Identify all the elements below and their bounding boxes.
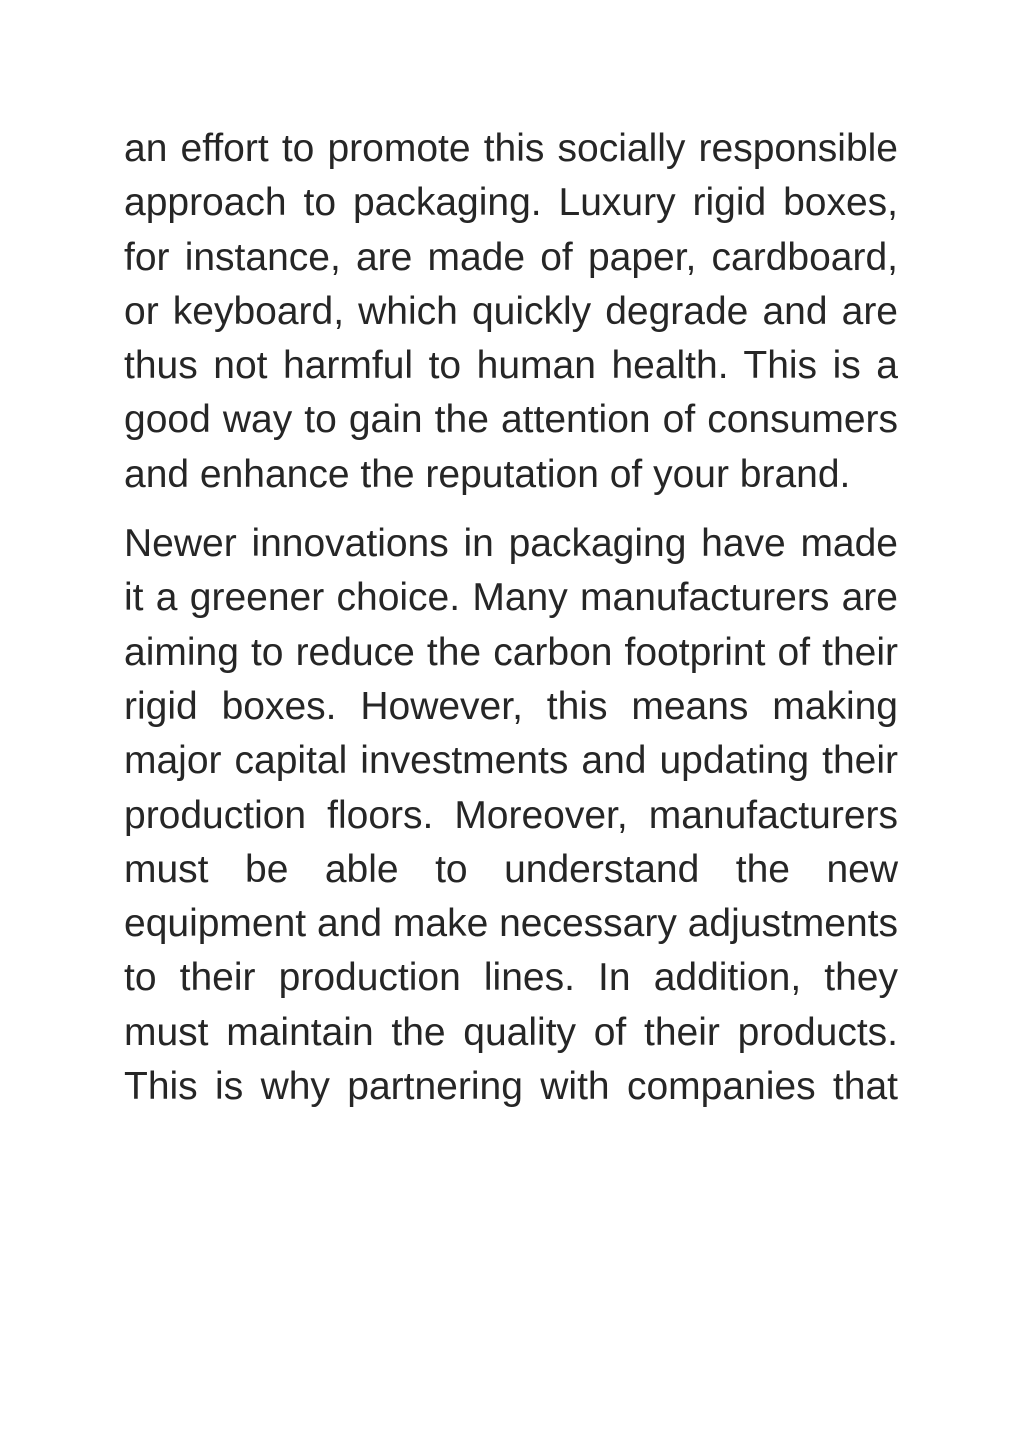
document-body [124, 122, 898, 1114]
body-paragraph-2: Newer innovations in packaging have made it a greener choice. Many manufacturers are aiming to reduce the carbon footprint of their rigid boxes. However, this means making major capital investments and updating their production floors. Moreover, manufacturers must be able to understand the new equipment and make necessary adjustments to their production lines. In addition, they must maintain the quality of their products. This is why partnering with companies that [124, 522, 898, 1109]
body-paragraph-1: an effort to promote this socially responsible approach to packaging. Luxury rigid boxes, for instance, are made of paper, cardboard, or keyboard, which quickly degrade and are thus not harmful to human health. This is a good way to gain the attention of consumers and enhance the reputation of your brand. [124, 127, 898, 496]
